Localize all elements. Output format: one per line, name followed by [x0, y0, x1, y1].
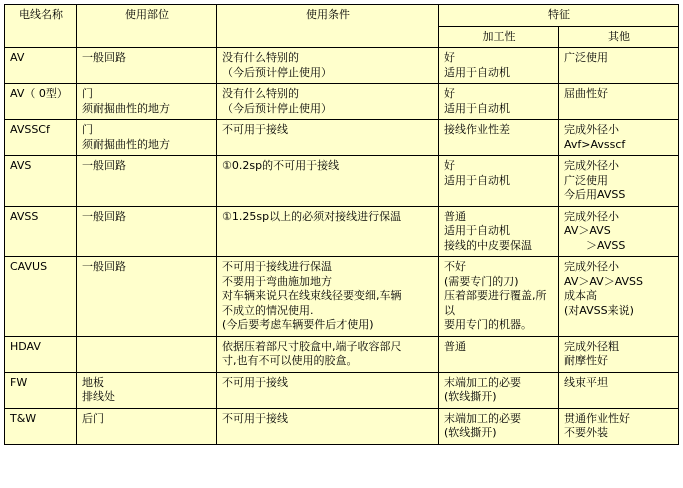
- table-row: [5, 372, 679, 408]
- cell-usage-part: [77, 120, 217, 156]
- cell-line: 接线的中皮要保温: [444, 238, 532, 252]
- cell-wire-name: [5, 156, 77, 207]
- table-row: [5, 408, 679, 444]
- table-row: [5, 156, 679, 207]
- cell-line: 适用于自动机: [444, 224, 510, 238]
- cell-line: 适用于自动机: [444, 173, 510, 187]
- cell-wire-name: [5, 84, 77, 120]
- cell-usage-part: [77, 336, 217, 372]
- cell-line: (软线撕开): [444, 390, 497, 404]
- cell-line: 不可用于接线: [222, 411, 288, 425]
- cell-line: FW: [10, 375, 28, 389]
- cell-usage-condition: [217, 257, 439, 337]
- cell-line: ①1.25sp以上的必须对接线进行保温: [222, 209, 402, 223]
- cell-line: 没有什么特别的: [222, 51, 299, 65]
- cell-other: [559, 372, 679, 408]
- cell-wire-name: [5, 336, 77, 372]
- cell-line: HDAV: [10, 339, 41, 353]
- cell-wire-name: [5, 372, 77, 408]
- cell-line: 没有什么特别的: [222, 87, 299, 101]
- cell-line: 好: [444, 51, 455, 65]
- cell-line: 不要外装: [564, 426, 608, 440]
- cell-line: 不成立的情况使用.: [222, 303, 314, 317]
- cell-line: (对AVSS来说): [564, 303, 634, 317]
- cell-other: [559, 206, 679, 257]
- cell-line: CAVUS: [10, 260, 48, 274]
- cell-usage-condition: [217, 206, 439, 257]
- cell-usage-condition: [217, 372, 439, 408]
- column-header-feature: 特征: [439, 5, 679, 27]
- cell-line: 接线作业性差: [444, 123, 510, 137]
- table-row: [5, 84, 679, 120]
- cell-line: (今后要考虑车辆要件后才使用): [222, 318, 374, 332]
- cell-line: AV＞AVS: [564, 224, 611, 238]
- cell-line: 末端加工的必要: [444, 375, 521, 389]
- cell-line: 好: [444, 87, 455, 101]
- cell-line: AV＞AV＞AVSS: [564, 274, 644, 288]
- column-header-part: 使用部位: [77, 5, 217, 48]
- cell-line: AVS: [10, 159, 32, 173]
- column-header-other: 其他: [559, 26, 679, 48]
- cell-line: 不好: [444, 260, 466, 274]
- cell-line: 地板: [82, 375, 104, 389]
- cell-line: 对车辆来说只在线束线径要变细,车辆: [222, 289, 402, 303]
- cell-line: 完成外径小: [564, 209, 619, 223]
- cell-line: 适用于自动机: [444, 65, 510, 79]
- cell-workability: [439, 156, 559, 207]
- cell-line: 压着部要进行覆盖,所以: [444, 289, 547, 317]
- cell-usage-condition: [217, 336, 439, 372]
- cell-usage-part: [77, 84, 217, 120]
- wire-specification-table: [4, 4, 679, 445]
- cell-other: [559, 48, 679, 84]
- cell-line: 广泛使用: [564, 173, 608, 187]
- cell-line: Avf>Avsscf: [564, 137, 626, 151]
- cell-line: 末端加工的必要: [444, 411, 521, 425]
- cell-usage-condition: [217, 84, 439, 120]
- cell-workability: [439, 84, 559, 120]
- cell-line: 不可用于接线: [222, 123, 288, 137]
- cell-usage-part: [77, 48, 217, 84]
- cell-wire-name: [5, 48, 77, 84]
- cell-line: 须耐掘曲性的地方: [82, 137, 170, 151]
- cell-line: 今后用AVSS: [564, 188, 626, 202]
- cell-line: 贯通作业性好: [564, 411, 630, 425]
- cell-line: 排线处: [82, 390, 115, 404]
- cell-workability: [439, 408, 559, 444]
- cell-other: [559, 120, 679, 156]
- cell-other: [559, 408, 679, 444]
- cell-wire-name: [5, 120, 77, 156]
- column-header-workability: 加工性: [439, 26, 559, 48]
- cell-workability: [439, 336, 559, 372]
- table-row: [5, 336, 679, 372]
- cell-line: (需要专门的刀): [444, 274, 519, 288]
- cell-line: （今后预计停止使用）: [222, 65, 332, 79]
- cell-line: 完成外径小: [564, 260, 619, 274]
- table-row: [5, 257, 679, 337]
- cell-line: AVSSCf: [10, 123, 50, 137]
- cell-workability: [439, 120, 559, 156]
- cell-line: 不可用于接线进行保温: [222, 260, 332, 274]
- cell-workability: [439, 206, 559, 257]
- cell-line: 完成外径粗: [564, 339, 619, 353]
- cell-line: 门: [82, 123, 93, 137]
- table-row: [5, 120, 679, 156]
- cell-line: 完成外径小: [564, 123, 619, 137]
- cell-line: 依据压着部尺寸胶盒中,端子收容部尺: [222, 339, 402, 353]
- cell-usage-condition: [217, 48, 439, 84]
- column-header-condition: 使用条件: [217, 5, 439, 48]
- cell-line: ①0.2sp的不可用于接线: [222, 159, 340, 173]
- cell-other: [559, 84, 679, 120]
- cell-other: [559, 336, 679, 372]
- cell-workability: [439, 257, 559, 337]
- cell-wire-name: [5, 257, 77, 337]
- cell-line: 普通: [444, 339, 466, 353]
- cell-line: 要用专门的机器。: [444, 318, 532, 332]
- cell-line: （今后预计停止使用）: [222, 101, 332, 115]
- table-body: [5, 48, 679, 445]
- cell-line: AVSS: [10, 209, 39, 223]
- cell-line: 须耐掘曲性的地方: [82, 101, 170, 115]
- cell-line: 一般回路: [82, 159, 126, 173]
- cell-workability: [439, 372, 559, 408]
- cell-line: 不可用于接线: [222, 375, 288, 389]
- cell-line: 耐摩性好: [564, 354, 608, 368]
- cell-line: (软线撕开): [444, 426, 497, 440]
- column-header-name: 电线名称: [5, 5, 77, 48]
- cell-line: 完成外径小: [564, 159, 619, 173]
- cell-line: 适用于自动机: [444, 101, 510, 115]
- cell-line: 寸,也有不可以使用的胶盒。: [222, 354, 358, 368]
- cell-usage-part: [77, 156, 217, 207]
- cell-line: AV（ 0型）: [10, 87, 68, 101]
- cell-usage-part: [77, 372, 217, 408]
- cell-workability: [439, 48, 559, 84]
- table-head: [5, 5, 679, 48]
- cell-line: 一般回路: [82, 209, 126, 223]
- cell-wire-name: [5, 408, 77, 444]
- cell-line: 一般回路: [82, 260, 126, 274]
- cell-line: T&W: [10, 411, 37, 425]
- cell-usage-part: [77, 257, 217, 337]
- cell-usage-part: [77, 206, 217, 257]
- cell-line: 成本高: [564, 289, 597, 303]
- table-row: [5, 48, 679, 84]
- cell-line: 屈曲性好: [564, 87, 608, 101]
- cell-line: ＞AVSS: [564, 238, 626, 252]
- cell-other: [559, 257, 679, 337]
- cell-usage-condition: [217, 120, 439, 156]
- cell-line: 后门: [82, 411, 104, 425]
- cell-line: 不要用于弯曲施加地方: [222, 274, 332, 288]
- header-row-top: [5, 5, 679, 27]
- cell-line: 广泛使用: [564, 51, 608, 65]
- cell-wire-name: [5, 206, 77, 257]
- cell-line: AV: [10, 51, 25, 65]
- cell-usage-condition: [217, 156, 439, 207]
- cell-line: 一般回路: [82, 51, 126, 65]
- cell-line: 普通: [444, 209, 466, 223]
- cell-line: 门: [82, 87, 93, 101]
- cell-usage-condition: [217, 408, 439, 444]
- cell-usage-part: [77, 408, 217, 444]
- table-row: [5, 206, 679, 257]
- cell-other: [559, 156, 679, 207]
- cell-line: 好: [444, 159, 455, 173]
- cell-line: 线束平坦: [564, 375, 608, 389]
